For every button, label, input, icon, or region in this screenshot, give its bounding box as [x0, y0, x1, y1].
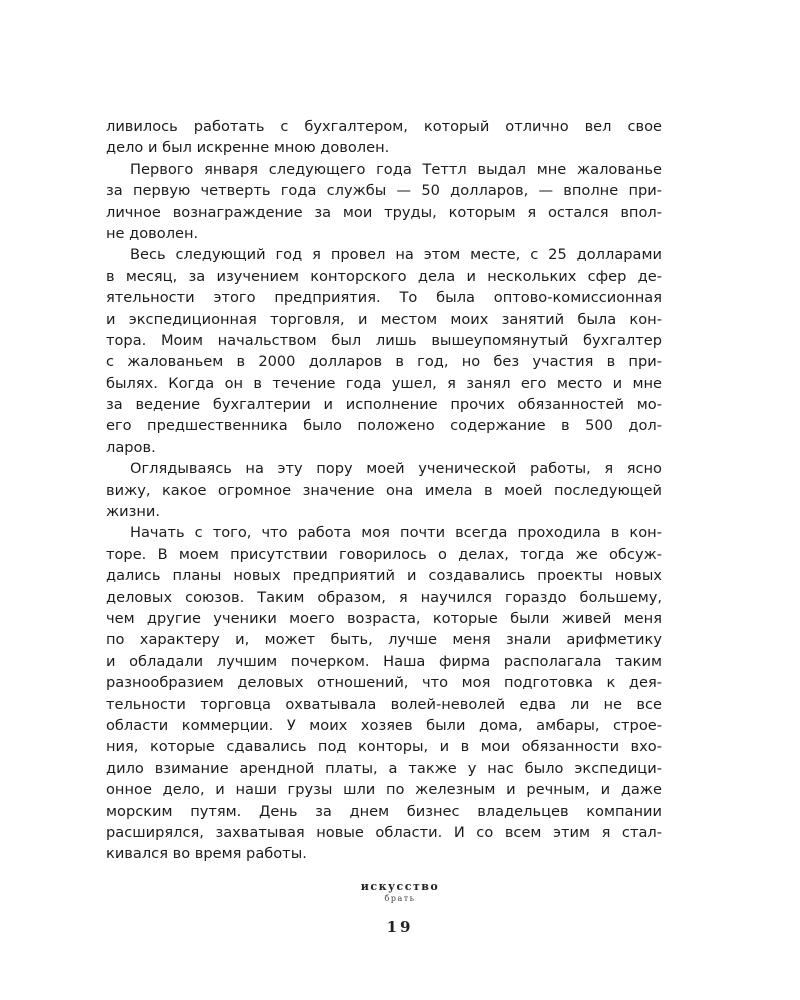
text-line: не доволен.: [106, 224, 199, 242]
text-line: в месяц, за изучением конторского дела и нескольких сфер де-: [106, 267, 662, 285]
text-line: деловых союзов. Таким образом, я научился гораздо большему,: [106, 588, 662, 606]
text-line: кивался во время работы.: [106, 845, 307, 863]
text-line: разнообразием деловых отношений, что моя подготовка к дея-: [106, 674, 662, 692]
text-line: Весь следующий год я провел на этом месте, с 25 долларами: [130, 246, 662, 264]
text-line: за первую четверть года службы — 50 долларов, — вполне при-: [106, 182, 662, 200]
text-line: дались планы новых предприятий и создавались проекты новых: [106, 567, 662, 585]
text-line: с жалованьем в 2000 долларов в год, но без участия в при-: [106, 353, 662, 371]
text-line: личное вознаграждение за мои труды, которым я остался впол-: [106, 203, 662, 221]
text-line: и экспедиционная торговля, и местом моих занятий была кон-: [106, 310, 662, 328]
text-line: области коммерции. У моих хозяев были дома, амбары, строе-: [106, 716, 662, 734]
text-line: онное дело, и наши грузы шли по железным и речным, и даже: [106, 781, 662, 799]
text-line: по характеру и, может быть, лучше меня знали арифметику: [106, 631, 662, 649]
text-line: чем другие ученики моего возраста, которые были живей меня: [106, 609, 662, 627]
text-line: морским путям. День за днем бизнес владельцев компании: [106, 802, 662, 820]
text-line: вижу, какое огромное значение она имела в моей последующей: [106, 481, 662, 499]
text-line: дило взимание арендной платы, а также у нас было экспедици-: [106, 759, 662, 777]
text-line: Оглядываясь на эту пору моей ученической работы, я ясно: [130, 460, 662, 478]
body-text: [106, 116, 662, 865]
text-line: и обладали лучшим почерком. Наша фирма располагала таким: [106, 652, 662, 670]
text-line: былях. Когда он в течение года ушел, я занял его место и мне: [106, 374, 662, 392]
text-line: за ведение бухгалтерии и исполнение прочих обязанностей мо-: [106, 396, 662, 414]
text-line: жизни.: [106, 503, 161, 521]
text-line: тора. Моим начальством был лишь вышеупомянутый бухгалтер: [106, 331, 662, 349]
text-line: ларов.: [106, 438, 156, 456]
text-line: торе. В моем присутствии говорилось о делах, тогда же обсуж-: [106, 545, 662, 563]
text-line: дело и был искренне мною доволен.: [106, 139, 390, 157]
text-line: Первого января следующего года Теттл выдал мне жалованье: [130, 160, 662, 178]
text-line: ливилось работать с бухгалтером, который отлично вел свое: [106, 118, 662, 135]
page-number: 19: [386, 918, 414, 936]
text-line: расширялся, захватывая новые области. И со всем этим я стал-: [106, 823, 662, 841]
text-line: его предшественника было положено содержание в 500 дол-: [106, 417, 662, 435]
running-footer-title: искусство: [360, 880, 440, 893]
text-line: тельности торговца охватывала волей-неволей едва ли не все: [106, 695, 662, 713]
running-footer-subtitle: брать: [384, 894, 416, 903]
text-line: Начать с того, что работа моя почти всегда проходила в кон-: [130, 524, 662, 542]
text-line: ятельности этого предприятия. То была оптово-комиссионная: [106, 289, 662, 307]
text-line: ния, которые сдавались под конторы, и в мои обязанности вхо-: [106, 738, 662, 756]
